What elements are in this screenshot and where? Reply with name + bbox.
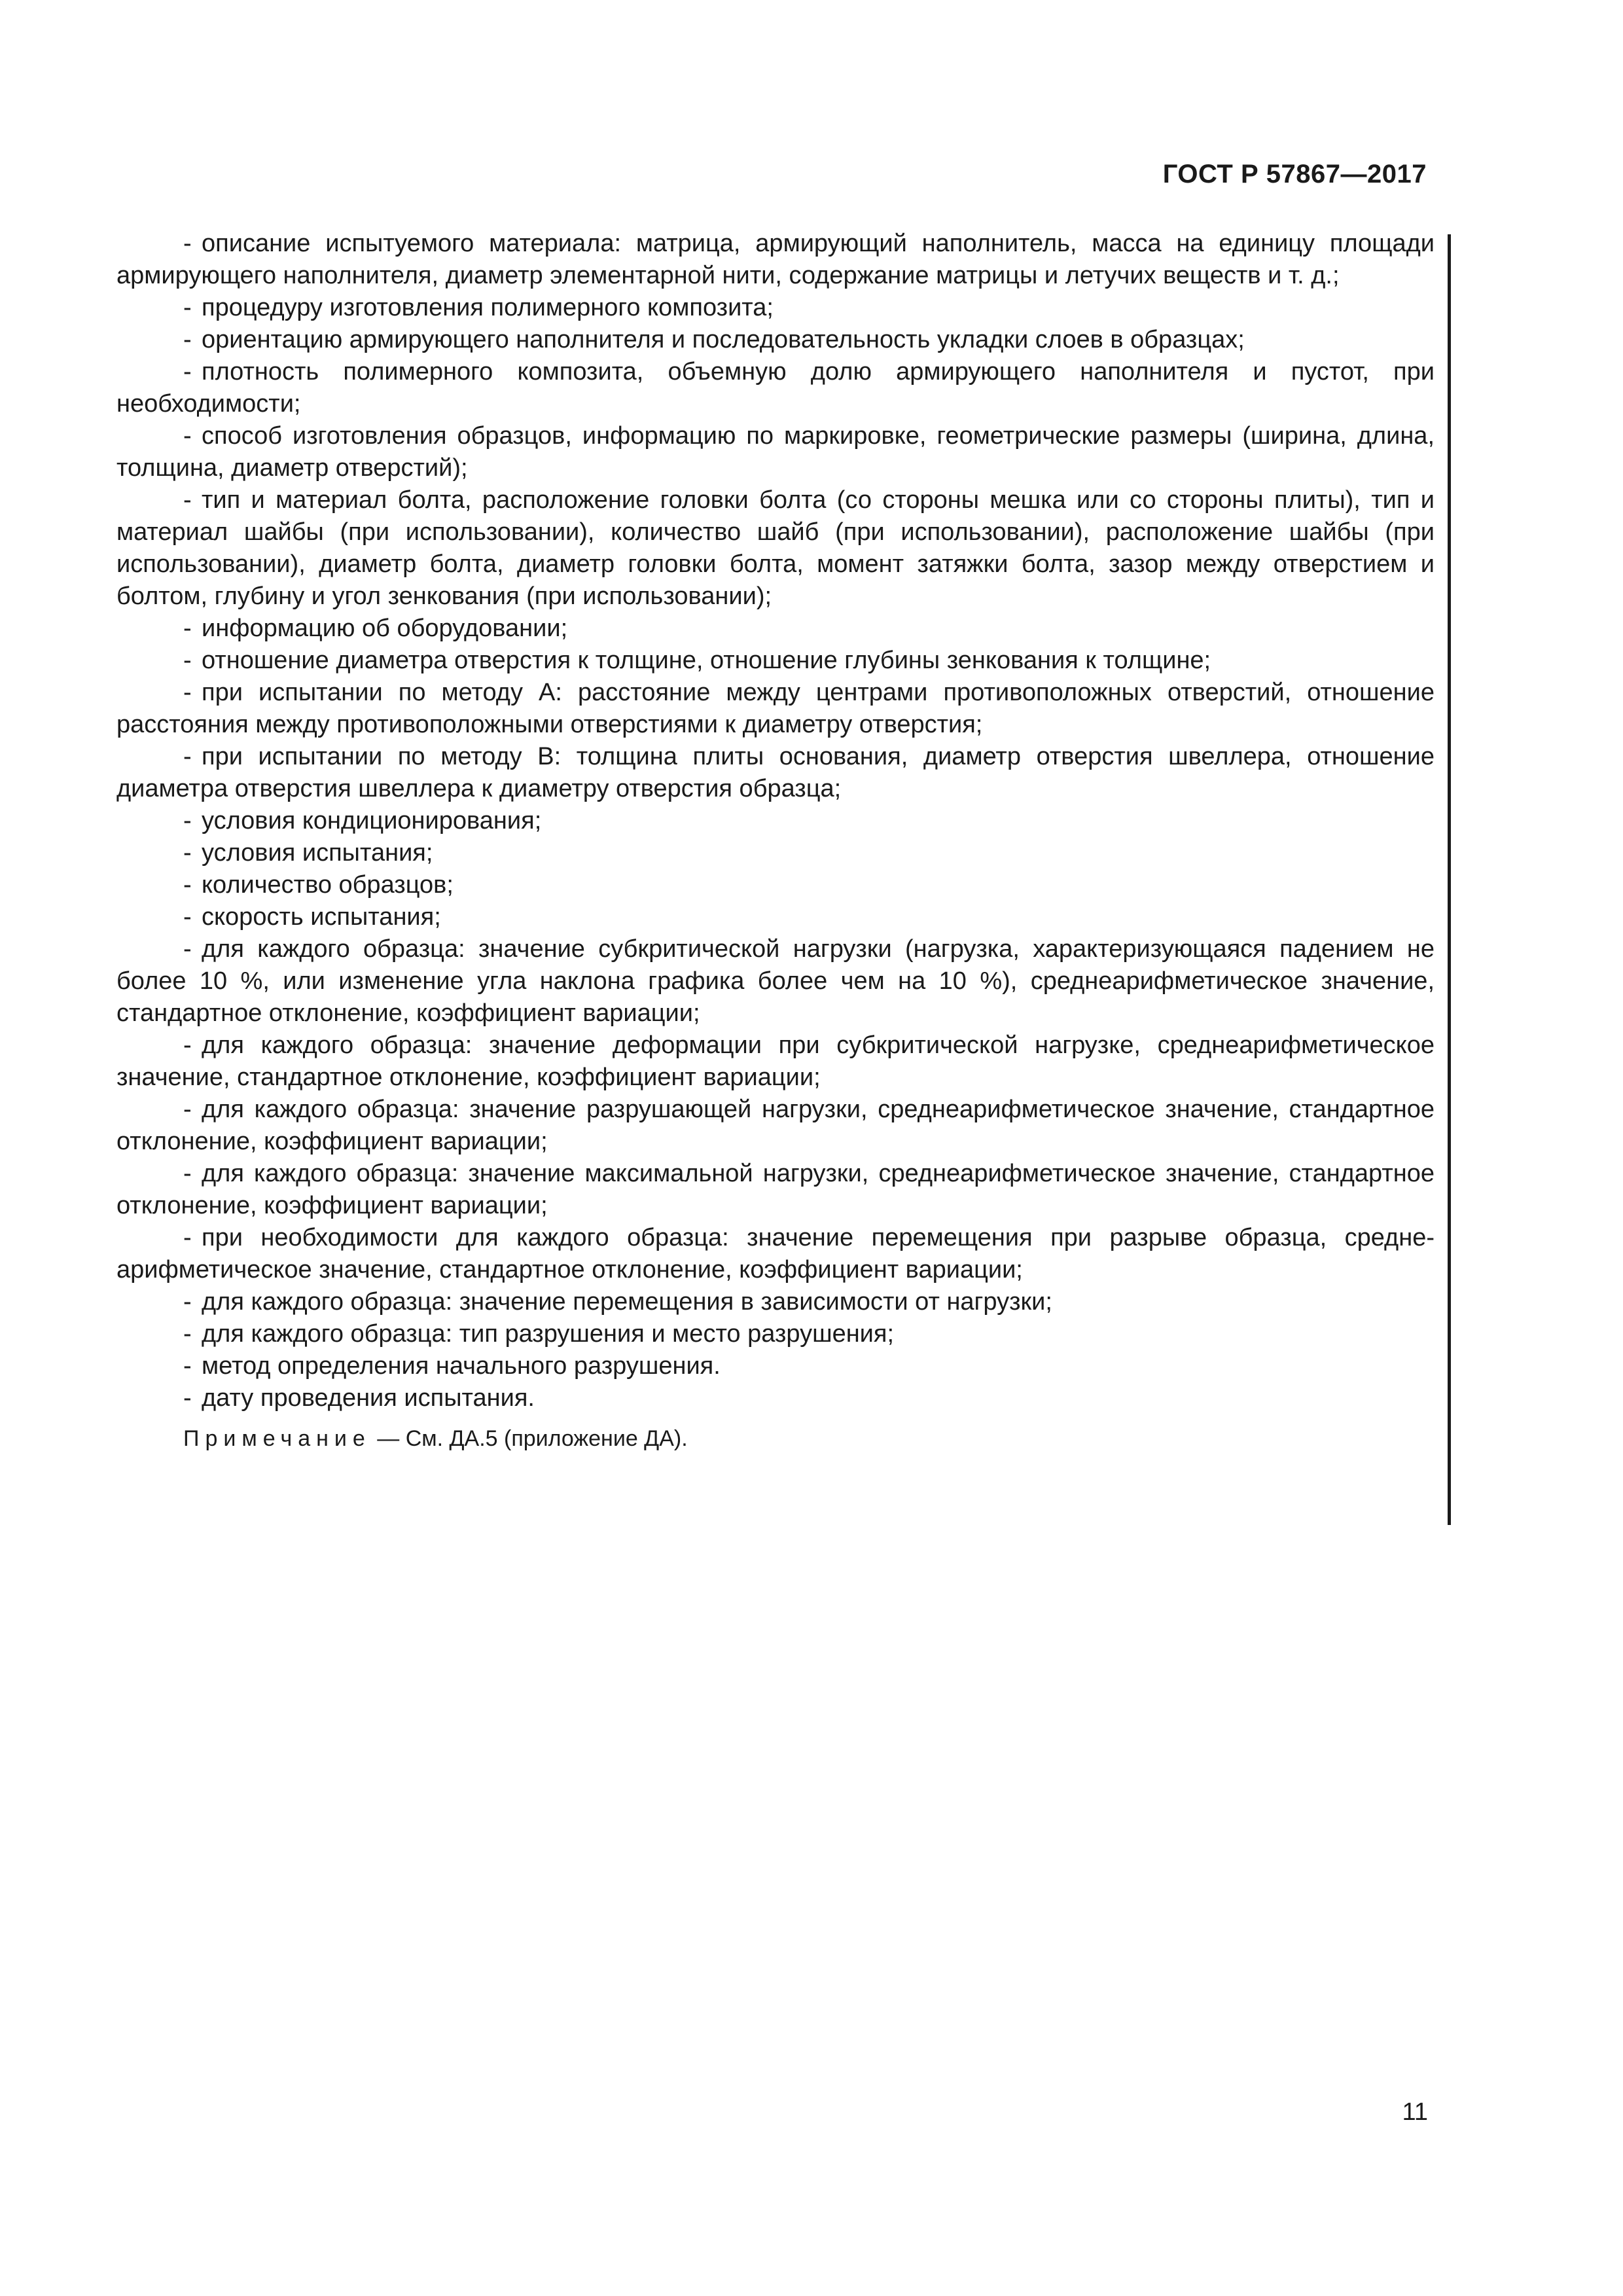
list-item-text: для каждого образца: значение максимальной нагрузки, среднеарифметическое значение, стандартное отклонение, коэффициент вариации; <box>116 1160 1435 1219</box>
list-dash: - <box>183 647 192 674</box>
list-dash: - <box>183 326 192 353</box>
list-dash: - <box>183 679 192 706</box>
list-item <box>116 837 1435 869</box>
list-dash: - <box>183 294 192 321</box>
list-dash: - <box>183 1031 192 1059</box>
list-dash: - <box>183 903 192 931</box>
note-label: Примечание <box>183 1426 371 1451</box>
list-item-text: условия кондиционирования; <box>202 807 542 834</box>
list-item <box>116 1094 1435 1158</box>
list-item-text: для каждого образца: значение разрушающей нагрузки, среднеарифметическое значение, стандартное отклонение, коэффициент вариации; <box>116 1096 1435 1155</box>
list-dash: - <box>183 358 192 386</box>
revision-change-bar <box>1448 234 1451 1525</box>
list-item-text: описание испытуемого материала: матрица, армирующий наполнитель, масса на единицу площади армирующего наполнителя, диаметр элементарной нити, содержание матрицы и летучих веществ и т. д.; <box>116 230 1435 289</box>
list-item <box>116 901 1435 933</box>
list-item <box>116 805 1435 837</box>
list-item <box>116 677 1435 741</box>
list-dash: - <box>183 1320 192 1348</box>
list-item <box>116 645 1435 677</box>
note <box>116 1423 1435 1454</box>
list-dash: - <box>183 230 192 257</box>
list-item-text: тип и материал болта, расположение головки болта (со стороны мешка или со стороны плиты), тип и материал шайбы (при использовании), количество шайб (при использовании), расположение шайбы (при использовании), диаметр болта, диаметр головки болта, момент затяжки болта, зазор между отверстием и болтом, глубину и угол зенкования (при использовании); <box>116 486 1435 610</box>
list-item <box>116 1318 1435 1350</box>
list-item <box>116 356 1435 420</box>
list-dash: - <box>183 871 192 899</box>
list-item-text: способ изготовления образцов, информацию по маркировке, геометрические размеры (ширина, длина, толщина, диаметр отверстий); <box>116 422 1435 482</box>
list-item <box>116 933 1435 1030</box>
list-dash: - <box>183 1352 192 1380</box>
list-item-text: для каждого образца: значение субкритической нагрузки (нагрузка, характеризующаяся падением не более 10 %, или изменение угла наклона графика более чем на 10 %), среднеарифметическое значение, стандартное отклонение, коэффициент вариации; <box>116 935 1435 1027</box>
list-item-text: скорость испытания; <box>202 903 441 931</box>
list-item-text: условия испытания; <box>202 839 433 867</box>
list-item <box>116 1382 1435 1414</box>
list-item <box>116 228 1435 292</box>
list-item <box>116 869 1435 901</box>
list-item-text: метод определения начального разрушения. <box>202 1352 721 1380</box>
list-item-text: информацию об оборудовании; <box>202 615 568 642</box>
list-item <box>116 741 1435 805</box>
list-dash: - <box>183 807 192 834</box>
list-dash: - <box>183 1288 192 1316</box>
list-item-text: для каждого образца: тип разрушения и место разрушения; <box>202 1320 895 1348</box>
list-item <box>116 1030 1435 1094</box>
list-dash: - <box>183 1384 192 1412</box>
list-item <box>116 324 1435 356</box>
list-item-text: дату проведения испытания. <box>202 1384 535 1412</box>
list-item-text: при испытании по методу В: толщина плиты основания, диаметр отверстия швеллера, отношение диаметра отверстия швеллера к диаметру отверстия образца; <box>116 743 1435 802</box>
list-dash: - <box>183 486 192 514</box>
list-item-text: плотность полимерного композита, объемную долю армирующего наполнителя и пустот, при необходимости; <box>116 358 1435 418</box>
list-dash: - <box>183 935 192 963</box>
page-number: 11 <box>1402 2098 1428 2126</box>
list-item-text: отношение диаметра отверстия к толщине, отношение глубины зенкования к толщине; <box>202 647 1211 674</box>
list-item-text: ориентацию армирующего наполнителя и последовательность укладки слоев в образцах; <box>202 326 1245 353</box>
list-item <box>116 1222 1435 1286</box>
list-item-text: для каждого образца: значение перемещения в зависимости от нагрузки; <box>202 1288 1052 1316</box>
list-item <box>116 292 1435 324</box>
list-item <box>116 484 1435 613</box>
document-header-code: ГОСТ Р 57867—2017 <box>1162 160 1427 188</box>
list-item <box>116 420 1435 484</box>
list-item <box>116 1350 1435 1382</box>
list-dash: - <box>183 615 192 642</box>
list-item-text: для каждого образца: значение деформации при субкритической нагрузке, среднеарифметическое значение, стандартное отклонение, коэффициент вариации; <box>116 1031 1435 1091</box>
report-requirements-list <box>116 228 1435 1454</box>
list-item <box>116 613 1435 645</box>
list-dash: - <box>183 1096 192 1123</box>
list-item-text: при необходимости для каждого образца: значение перемещения при разрыве образца, среднеарифметическое значение, стандартное отклонение, коэффициент вариации; <box>116 1224 1435 1283</box>
list-dash: - <box>183 839 192 867</box>
list-item-text: процедуру изготовления полимерного композита; <box>202 294 774 321</box>
list-dash: - <box>183 1224 192 1251</box>
note-text: — См. ДА.5 (приложение ДА). <box>370 1426 688 1451</box>
list-item-text: при испытании по методу А: расстояние между центрами противоположных отверстий, отношение расстояния между противоположными отверстиями к диаметру отверстия; <box>116 679 1435 738</box>
list-item-text: количество образцов; <box>202 871 454 899</box>
list-item <box>116 1158 1435 1222</box>
list-dash: - <box>183 1160 192 1187</box>
list-dash: - <box>183 743 192 770</box>
list-dash: - <box>183 422 192 450</box>
list-item <box>116 1286 1435 1318</box>
